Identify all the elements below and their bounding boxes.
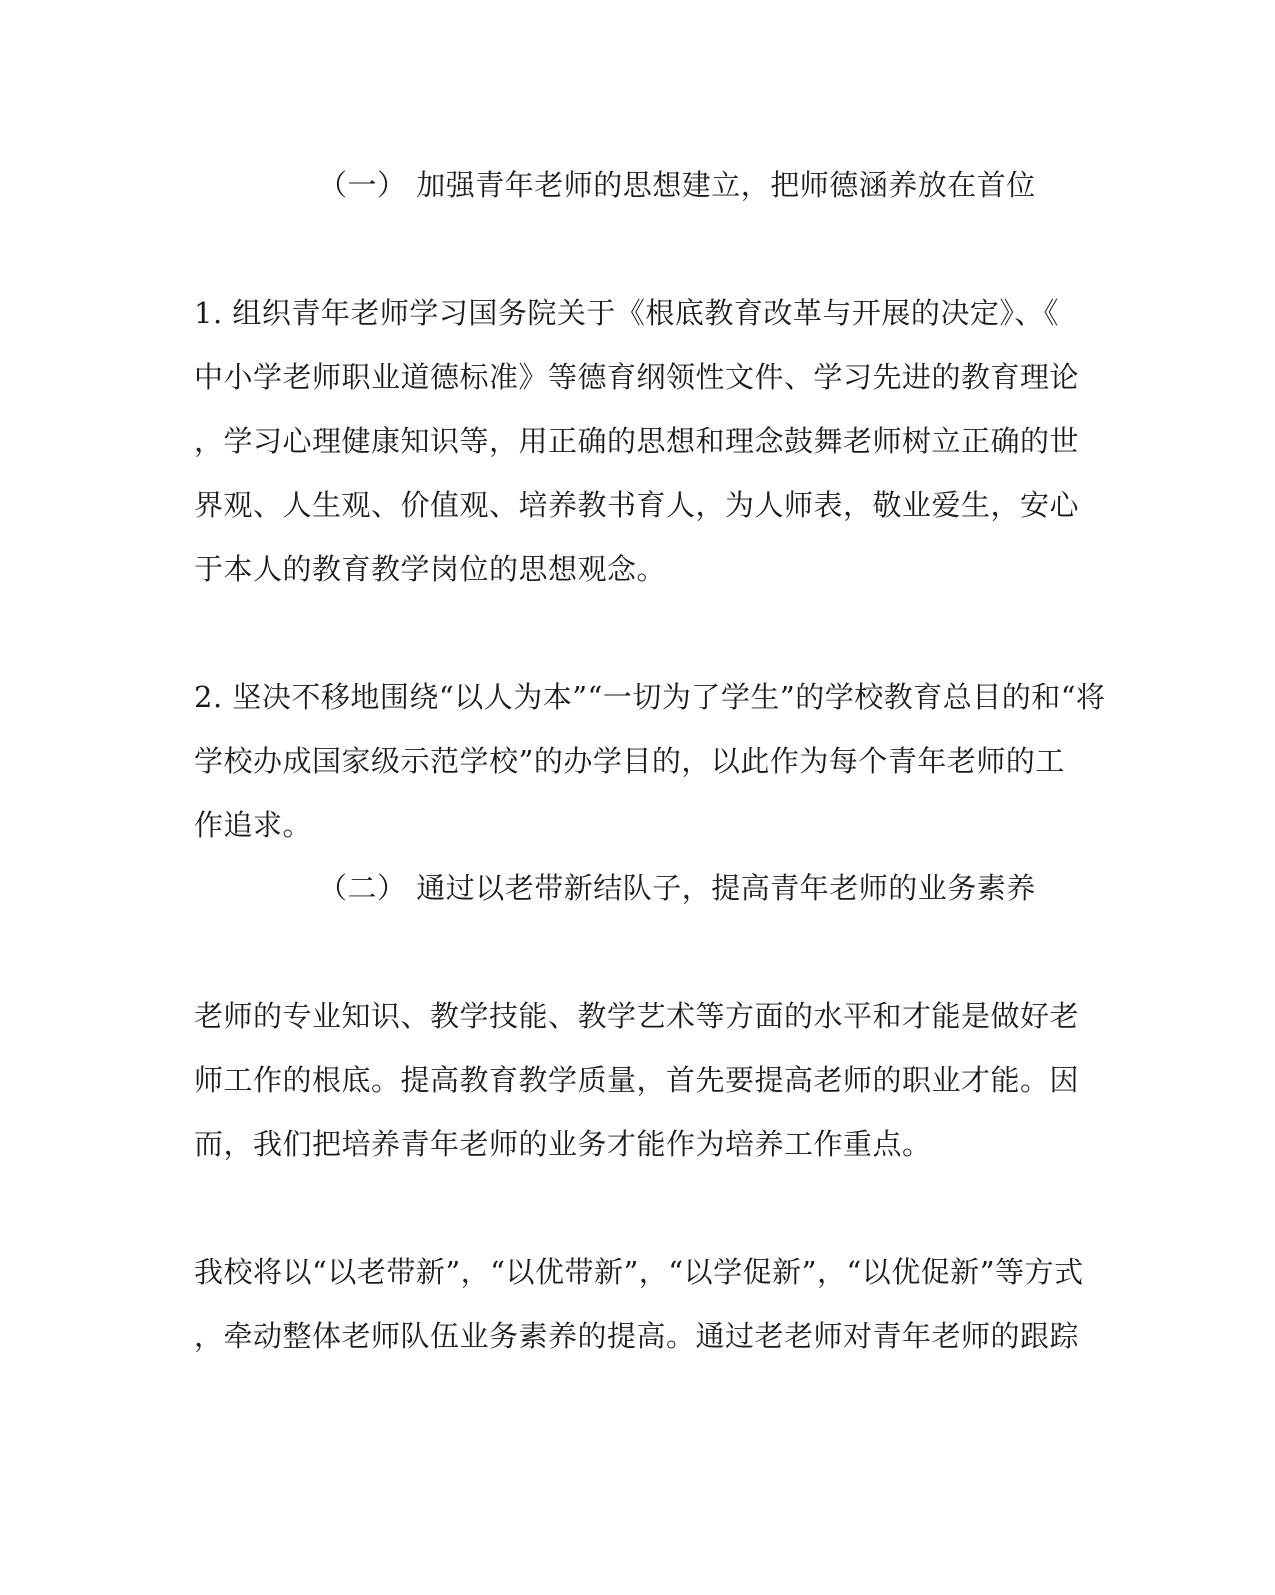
text-line: ，牵动整体老师队伍业务素养的提高。通过老老师对青年老师的跟踪 <box>194 1319 1080 1353</box>
text-line: 界观、人生观、价值观、培养教书育人，为人师表，敬业爱生，安心 <box>194 488 1080 522</box>
text-line: ，学习心理健康知识等，用正确的思想和理念鼓舞老师树立正确的世 <box>194 424 1080 458</box>
section-heading-2: （二） 通过以老带新结队子，提高青年老师的业务素养 <box>318 871 1036 905</box>
text-line: 1. 组织青年老师学习国务院关于《根底教育改革与开展的决定》、《 <box>194 296 1059 330</box>
text-line: 我校将以“以老带新”，“以优带新”，“以学促新”，“以优促新”等方式 <box>194 1255 1084 1289</box>
text-line: 2. 坚决不移地围绕“以人为本”“一切为了学生”的学校教育总目的和“将 <box>194 680 1106 714</box>
text-line: 老师的专业知识、教学技能、教学艺术等方面的水平和才能是做好老 <box>194 999 1080 1033</box>
text-line: 而，我们把培养青年老师的业务才能作为培养工作重点。 <box>194 1127 932 1161</box>
text-line: 于本人的教育教学岗位的思想观念。 <box>194 552 667 586</box>
text-line: 师工作的根底。提高教育教学质量，首先要提高老师的职业才能。因 <box>194 1063 1080 1097</box>
text-line: 学校办成国家级示范学校”的办学目的，以此作为每个青年老师的工 <box>194 744 1065 778</box>
text-line: 作追求。 <box>194 808 313 842</box>
text-line: 中小学老师职业道德标准》等德育纲领性文件、学习先进的教育理论 <box>194 360 1080 394</box>
section-heading-1: （一） 加强青年老师的思想建立，把师德涵养放在首位 <box>318 168 1036 202</box>
